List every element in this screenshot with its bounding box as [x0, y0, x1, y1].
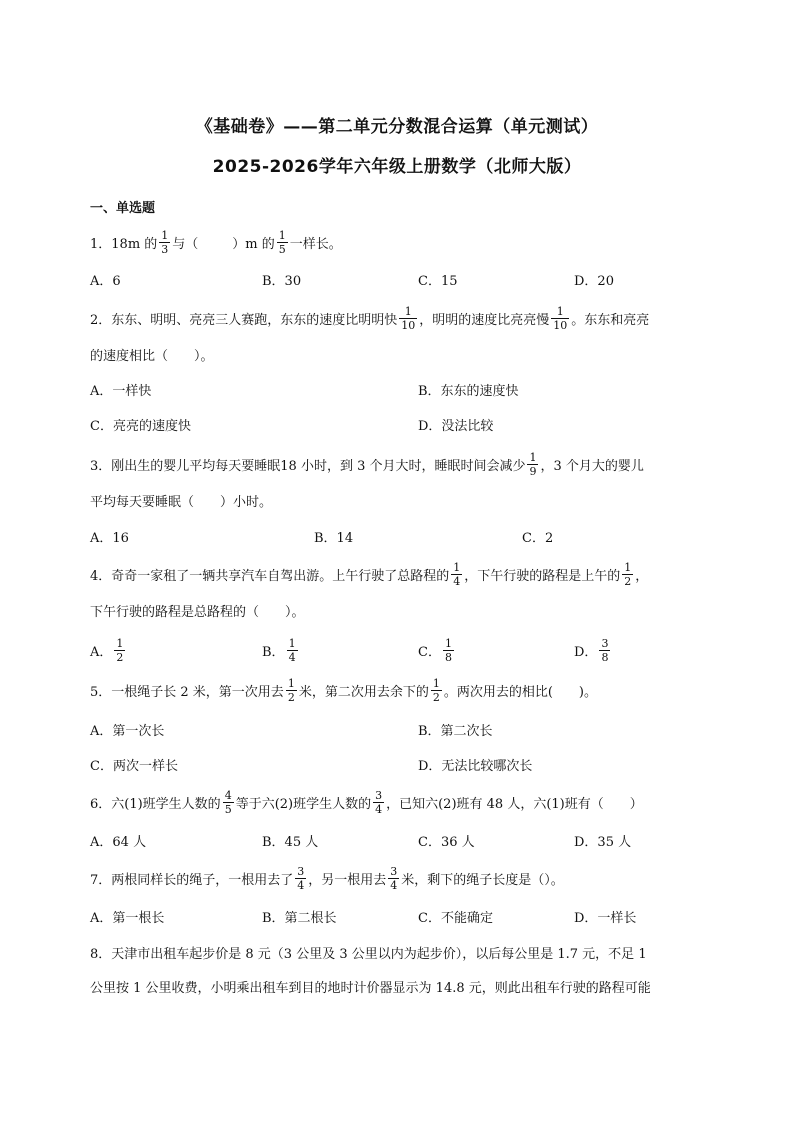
fraction: $\frac{3}{8}$ [601, 636, 609, 664]
fraction: $\frac{3}{4}$ [390, 864, 398, 892]
question-7: 7．两根同样长的绳子，一根用去了 $\frac{3}{4}$ ，另一根用去 $\frac{3}{4}$ 米，剩下的绳子长度是（）。 [90, 864, 564, 892]
option-a[interactable]: A．第一次长 [90, 723, 165, 739]
option-a[interactable]: A．64 人 [90, 834, 147, 850]
option-a[interactable]: A．16 [90, 530, 129, 546]
option-b[interactable]: B．14 [314, 530, 354, 546]
title-line-1: 《基础卷》——第二单元分数混合运算（单元测试） [195, 117, 599, 137]
option-c[interactable]: C． $\frac{1}{8}$ [418, 636, 452, 664]
fraction: $\frac{1}{3}$ [161, 228, 169, 256]
option-a[interactable]: A．一样快 [90, 383, 152, 399]
fraction: $\frac{1}{5}$ [278, 228, 286, 256]
option-c[interactable]: C．15 [418, 273, 458, 289]
option-d[interactable]: D． $\frac{3}{8}$ [574, 636, 609, 664]
option-b[interactable]: B．45 人 [262, 834, 319, 850]
fraction: $\frac{1}{4}$ [453, 560, 461, 588]
question-2-line-2: 的速度相比（ ）。 [90, 348, 214, 364]
option-d[interactable]: D．20 [574, 273, 614, 289]
section-heading: 一、单选题 [90, 201, 156, 216]
fraction: $\frac{3}{4}$ [375, 788, 383, 816]
fraction: $\frac{1}{2}$ [287, 676, 295, 704]
fraction: $\frac{1}{9}$ [529, 450, 537, 478]
title-line-2: 2025-2026学年六年级上册数学（北师大版） [212, 157, 582, 177]
fraction: $\frac{1}{2}$ [116, 636, 124, 664]
question-4: 4．奇奇一家租了一辆共享汽车自驾出游。上午行驶了总路程的 $\frac{1}{4}$ ，下午行驶的路程是上午的 $\frac{1}{2}$ ， [90, 560, 649, 588]
option-d[interactable]: D．没法比较 [418, 418, 494, 434]
fraction: $\frac{1}{10}$ [553, 304, 568, 332]
option-b[interactable]: B．30 [262, 273, 302, 289]
question-8-line-2: 公里按 1 公里收费，小明乘出租车到目的地时计价器显示为 14.8 元，则此出租车行驶的路程可能 [90, 980, 651, 996]
question-5: 5．一根绳子长 2 米，第一次用去 $\frac{1}{2}$ 米，第二次用去余下的 $\frac{1}{2}$ 。两次用去的相比( )。 [90, 676, 597, 704]
option-d[interactable]: D．无法比较哪次长 [418, 758, 533, 774]
option-c[interactable]: C．36 人 [418, 834, 475, 850]
option-b[interactable]: B．第二根长 [262, 910, 337, 926]
option-d[interactable]: D．35 人 [574, 834, 632, 850]
fraction: $\frac{4}{5}$ [224, 788, 232, 816]
fraction: $\frac{3}{4}$ [297, 864, 305, 892]
fraction: $\frac{1}{2}$ [432, 676, 440, 704]
fraction: $\frac{1}{2}$ [624, 560, 632, 588]
option-c[interactable]: C．2 [522, 530, 554, 546]
option-c[interactable]: C．不能确定 [418, 910, 493, 926]
option-b[interactable]: B． $\frac{1}{4}$ [262, 636, 296, 664]
option-a[interactable]: A．第一根长 [90, 910, 165, 926]
option-a[interactable]: A．6 [90, 273, 121, 289]
option-b[interactable]: B．第二次长 [418, 723, 493, 739]
question-3-line-2: 平均每天要睡眠（ ）小时。 [90, 494, 273, 510]
question-3: 3．刚出生的婴儿平均每天要睡眠18 小时，到 3 个月大时，睡眠时间会减少 $\frac{1}{9}$ ，3 个月大的婴儿 [90, 450, 644, 478]
fraction: $\frac{1}{8}$ [444, 636, 452, 664]
question-4-line-2: 下午行驶的路程是总路程的（ ）。 [90, 604, 305, 620]
fraction: $\frac{1}{10}$ [401, 304, 416, 332]
option-b[interactable]: B．东东的速度快 [418, 383, 519, 399]
fraction: $\frac{1}{4}$ [288, 636, 296, 664]
question-2: 2．东东、明明、亮亮三人赛跑，东东的速度比明明快 $\frac{1}{10}$ ，明明的速度比亮亮慢 $\frac{1}{10}$ 。东东和亮亮 [90, 304, 650, 332]
option-c[interactable]: C．两次一样长 [90, 758, 178, 774]
option-d[interactable]: D．一样长 [574, 910, 637, 926]
option-c[interactable]: C．亮亮的速度快 [90, 418, 191, 434]
question-8: 8．天津市出租车起步价是 8 元（3 公里及 3 公里以内为起步价），以后每公里是 1.7 元，不足 1 [90, 946, 647, 962]
option-a[interactable]: A． $\frac{1}{2}$ [90, 636, 124, 664]
question-6: 6．六(1)班学生人数的 $\frac{4}{5}$ 等于六(2)班学生人数的 $\frac{3}{4}$ ，已知六(2)班有 48 人，六(1)班有（ ） [90, 788, 643, 816]
question-1: 1．18m 的 $\frac{1}{3}$ 与（ ）m 的 $\frac{1}{5}$ 一样长。 [90, 228, 342, 256]
